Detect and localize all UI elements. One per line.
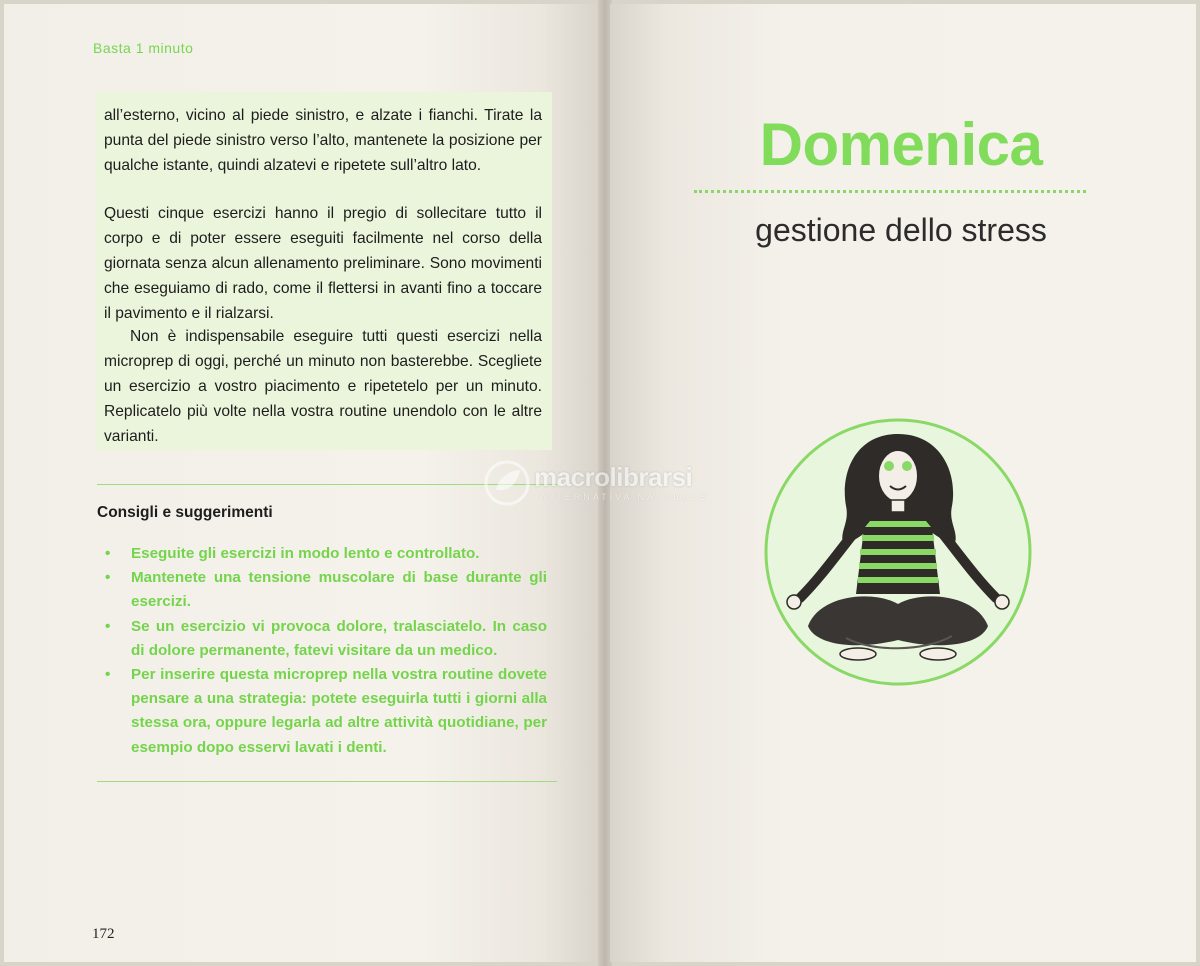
- neck-shape: [891, 500, 905, 512]
- page-number: 172: [92, 926, 115, 942]
- dotted-divider: [694, 190, 1086, 193]
- tip-text: Mantenete una tensione muscolare di base durante gli esercizi.: [131, 569, 547, 611]
- tip-text: Eseguite gli esercizi in modo lento e controllato.: [131, 545, 480, 562]
- chapter-title: Domenica: [759, 111, 1043, 178]
- bullet-icon: •: [105, 666, 111, 684]
- meditating-woman-illustration: [748, 414, 1048, 704]
- right-eye-shape: [902, 461, 912, 471]
- paragraph-2: Questi cinque esercizi hanno il pregio di sollecitare tutto il corpo e di poter essere eseguiti facilmente nel corso della giornata senza alcun allenamento preliminare. Sono movimenti che eseguiamo di rado, come il flettersi in avanti fino a toccare il pavimento e il rialzarsi.: [104, 205, 542, 322]
- tip-item: [105, 615, 547, 663]
- right-hand: [995, 595, 1009, 609]
- bullet-icon: •: [105, 617, 111, 635]
- paragraph-1: all’esterno, vicino al piede sinistro, e alzate i fianchi. Tirate la punta del piede sinistro verso l’alto, mantenete la posizione per qualche istante, quindi alzatevi e ripetete sull’altro lato.: [104, 107, 542, 174]
- tips-title: Consigli e suggerimenti: [97, 504, 273, 521]
- watermark: [482, 458, 732, 508]
- chapter-subtitle: gestione dello stress: [755, 212, 1047, 248]
- paragraph-3: Non è indispensabile eseguire tutti questi esercizi nella microprep di oggi, perché un minuto non basterebbe. Scegliete un esercizio a vostro piacimento e ripetetelo per un minuto. Replicatelo più volte nella vostra routine unendolo con le altre varianti.: [104, 328, 542, 445]
- tips-bottom-rule: [97, 781, 557, 782]
- tip-text: Per inserire questa microprep nella vostra routine dovete pensare a una strategia: potete eseguirla tutti i giorni alla stessa ora, oppure legarla ad altre attività quotidiane, per esempio dopo esservi lavati i denti.: [131, 666, 547, 756]
- bullet-icon: •: [105, 545, 111, 562]
- tips-list: [105, 542, 547, 760]
- bullet-icon: •: [105, 569, 111, 587]
- left-eye-shape: [884, 461, 894, 471]
- left-hand: [787, 595, 801, 609]
- watermark-name: macrolibrarsi: [534, 462, 693, 492]
- running-head: Basta 1 minuto: [93, 40, 194, 56]
- face-shape: [878, 450, 918, 502]
- tip-item: [105, 663, 547, 760]
- watermark-tagline: ALTERNATIVA NATURALE: [540, 492, 709, 502]
- tip-item: [105, 566, 547, 614]
- leaf-logo-icon: [482, 458, 532, 508]
- right-foot: [920, 648, 956, 660]
- tip-item: [105, 542, 547, 566]
- tip-text: Se un esercizio vi provoca dolore, tralasciatelo. In caso di dolore permanente, fatevi visitare da un medico.: [131, 617, 547, 659]
- left-foot: [840, 648, 876, 660]
